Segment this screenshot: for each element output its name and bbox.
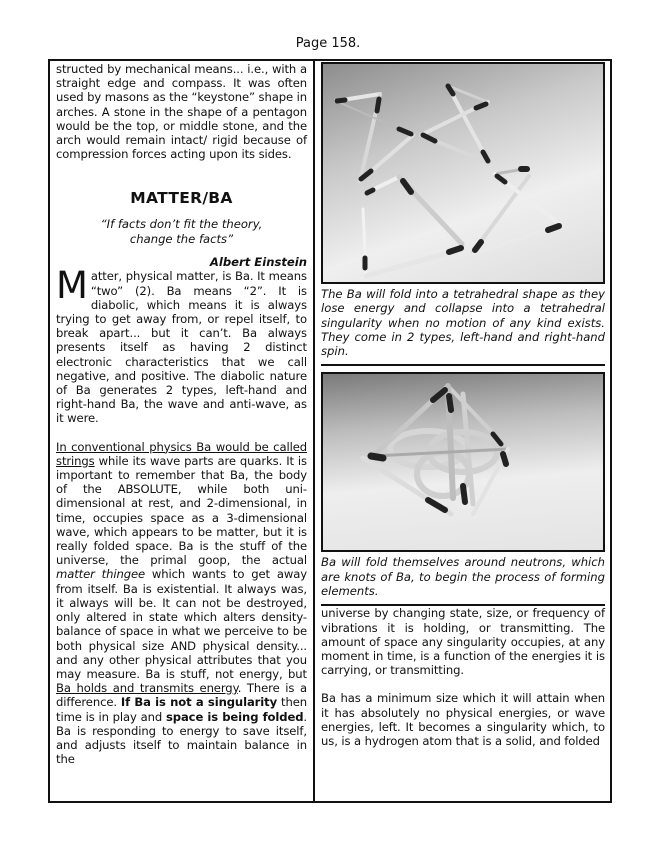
text-segment: while its wave parts are quarks. It is important to remember that Ba, the body of the ABSOLUTE, while both uni-dimensional at rest, and 2-dimensional, in time, occupies space as a 3-dimensional wave, which appears to be matter, but it is really folded space. Ba is the stuff of the universe, the primal goop, the actual — [56, 453, 307, 568]
caption-rule — [321, 364, 605, 366]
column-divider — [313, 59, 315, 803]
text-segment: which wants to get away from itself. Ba is existential. It always was, it always will be. It can not be destroyed, only altered in state which alters density-balance of space in what we perceive to be both physical size AND physical density... and any other physical attributes that you may measure. Ba is stuff, not energy, but — [56, 567, 307, 681]
epigraph-author: Albert Einstein — [209, 255, 307, 270]
intro-paragraph: structed by mechanical means... i.e., with a straight edge and compass. It was often used by masons as the “keystone” shape in arches. A stone in the shape of a pentagon would be the top, or middle stone, and the arch would remain intact/ rigid because of compression forces acting upon its sides. — [56, 62, 307, 162]
section-title: MATTER/BA — [130, 189, 233, 208]
underlined-phrase: Ba holds and transmits energy — [56, 681, 238, 696]
left-column — [56, 62, 307, 766]
matter-paragraph-text: atter, physical matter, is Ba. It means “two” (2). Ba means “2”. It is diabolic, which means it is always trying to get away from, or repel itself, to break apart... but it can’t. Ba always presents itself as having 2 distinct electronic characteristics that we call negative, and positive. The diabolic nature of Ba generates 2 types, left-hand and right-hand Ba, the wave and anti-wave, as it were. — [56, 269, 307, 426]
right-column — [321, 62, 605, 748]
epigraph-line-1: “If facts don’t fit the theory, — [100, 217, 263, 232]
underlined-lead: In conventional physics Ba would be called strings — [56, 439, 307, 468]
tetrahedral-rods-illustration — [323, 64, 603, 282]
text-segment: then time is in play and — [56, 695, 307, 724]
italic-phrase: matter thingee — [56, 567, 146, 582]
bold-phrase: space is being folded — [165, 709, 304, 724]
text-segment: . Ba is responding to energy to save itself, and adjusts itself to maintain balance in the — [56, 709, 308, 767]
universe-paragraph: universe by changing state, size, or frequency of vibrations it is holding, or transmitting. The amount of space any singularity occupies, at any moment in time, is a function of the energies it is carrying, or transmitting. — [321, 606, 605, 678]
minimum-size-paragraph: Ba has a minimum size which it will attain when it has absolutely no physical energies, or wave energies, left. It becomes a singularity which, to us, is a hydrogen atom that is a solid, and folded — [321, 691, 605, 748]
page-number: Page 158. — [295, 36, 361, 51]
figure-2-photo — [321, 372, 605, 552]
epigraph-line-2: change the facts” — [129, 231, 234, 246]
figure-1-photo — [321, 62, 605, 284]
figure-2-caption: Ba will fold themselves around neutrons, which are knots of Ba, to begin the process of forming elements. — [321, 555, 605, 599]
text-segment: . There is a difference. — [56, 681, 307, 710]
conventional-physics-paragraph — [56, 440, 307, 767]
drop-cap: M — [56, 264, 88, 308]
epigraph-quote — [56, 217, 307, 246]
figure-1-caption: The Ba will fold into a tetrahedral shape as they lose energy and collapse into a tetrahedral singularity when no motion of any kind exists. They come in 2 types, left-hand and right-hand spin. — [321, 287, 605, 359]
tetrahedron-knot-illustration — [323, 374, 603, 550]
bold-phrase: If Ba is not a singularity — [120, 695, 278, 710]
matter-paragraph — [56, 264, 307, 426]
